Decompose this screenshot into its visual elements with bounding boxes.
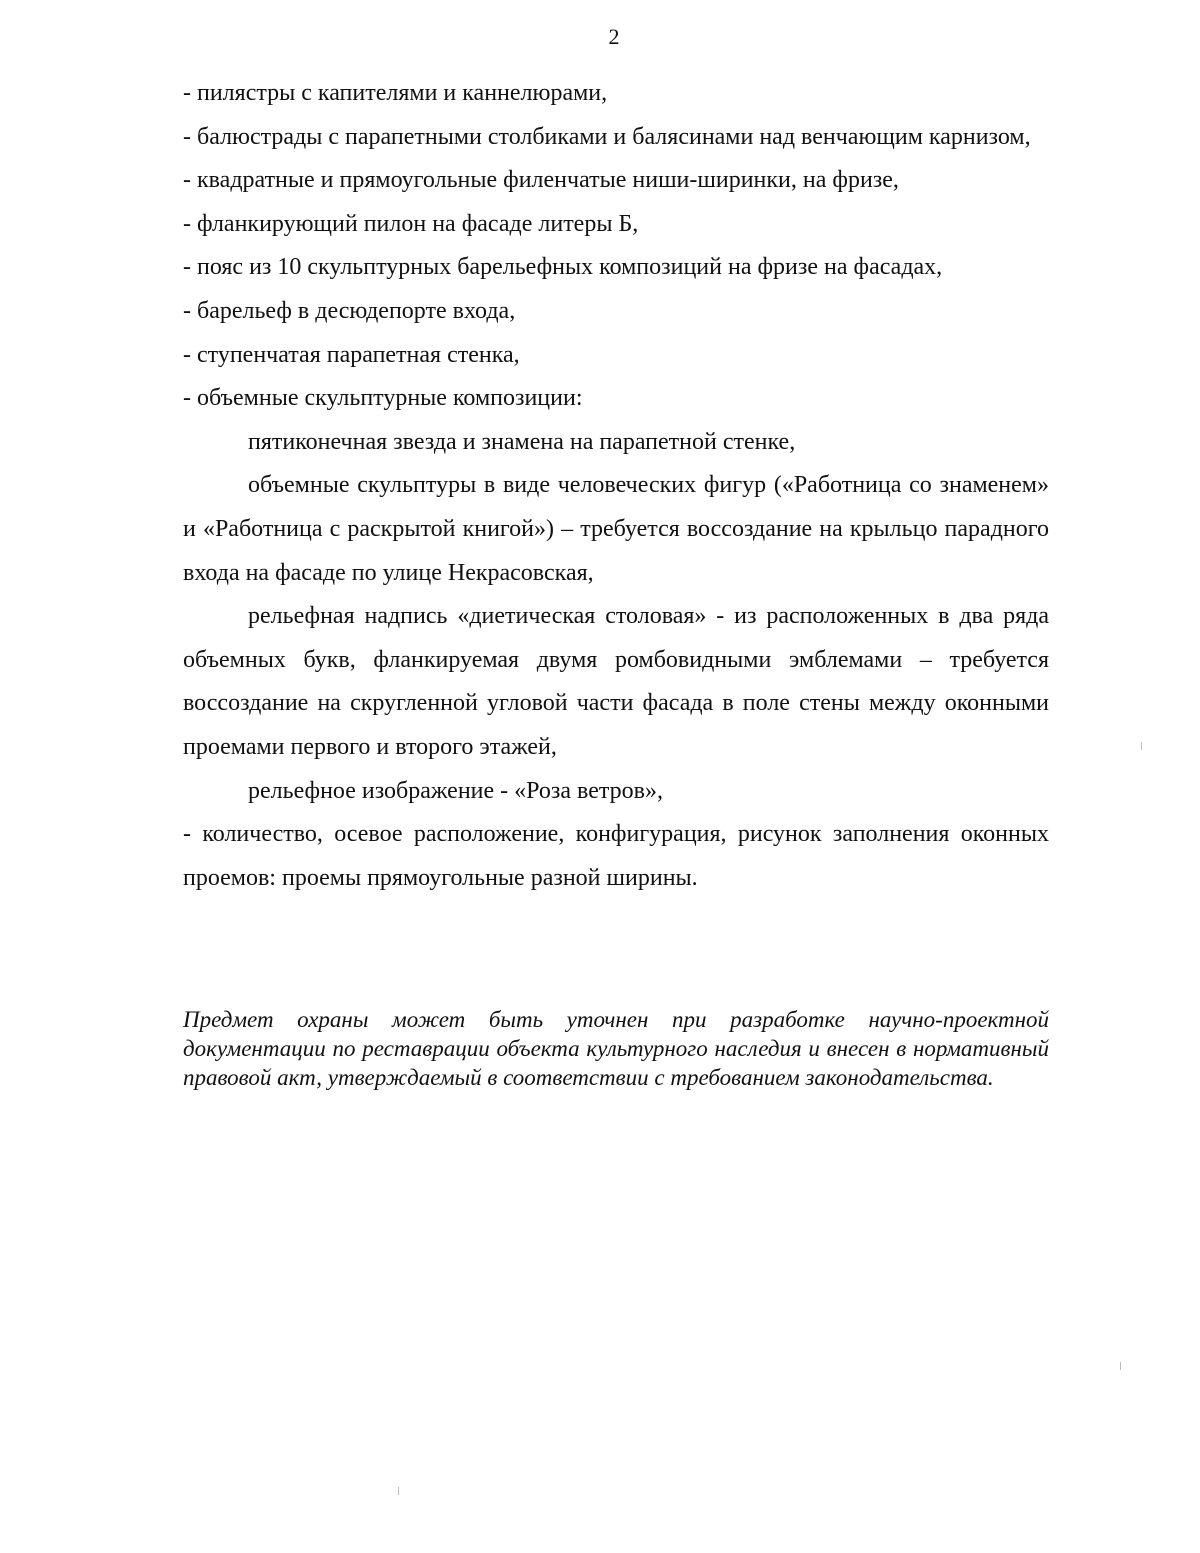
list-item: - пояс из 10 скульптурных барельефных композиций на фризе на фасадах,	[183, 254, 943, 281]
scan-speck	[398, 1487, 399, 1495]
list-item: - барельеф в десюдепорте входа,	[183, 297, 516, 324]
list-item: - квадратные и прямоугольные филенчатые ниши-ширинки, на фризе,	[183, 167, 899, 194]
protection-note: Предмет охраны может быть уточнен при разработке научно-проектной документации по реставрации объекта культурного наследия и внесен в нормативный правовой акт, утверждаемый в соответствии с требованием законодательства.	[183, 1007, 1049, 1090]
list-item: - объемные скульптурные композиции:	[183, 385, 583, 412]
sub-item: пятиконечная звезда и знамена на парапетной стенке,	[248, 428, 796, 455]
list-item: - ступенчатая парапетная стенка,	[183, 341, 520, 368]
list-item: - количество, осевое расположение, конфигурация, рисунок заполнения оконных проемов: проемы прямоугольные разной ширины.	[183, 821, 1049, 891]
sub-item: рельефное изображение - «Роза ветров»,	[248, 777, 663, 804]
list-item: - балюстрады с парапетными столбиками и балясинами над венчающим карнизом,	[183, 123, 1031, 150]
protection-items-list	[183, 72, 1049, 900]
sub-item: объемные скульптуры в виде человеческих фигур («Работница со знаменем» и «Работница с раскрытой книгой») – требуется воссоздание на крыльцо парадного входа на фасаде по улице Некрасовская,	[183, 472, 1049, 586]
page-number: 2	[608, 24, 620, 49]
scan-speck	[1120, 1362, 1121, 1370]
list-item: - фланкирующий пилон на фасаде литеры Б,	[183, 210, 639, 237]
scan-speck	[1141, 742, 1142, 750]
sub-item: рельефная надпись «диетическая столовая» - из расположенных в два ряда объемных букв, фланкируемая двумя ромбовидными эмблемами – требуется воссоздание на скругленной угловой части фасада в поле стены между оконными проемами первого и второго этажей,	[183, 603, 1049, 760]
list-item: - пилястры с капителями и каннелюрами,	[183, 80, 608, 106]
